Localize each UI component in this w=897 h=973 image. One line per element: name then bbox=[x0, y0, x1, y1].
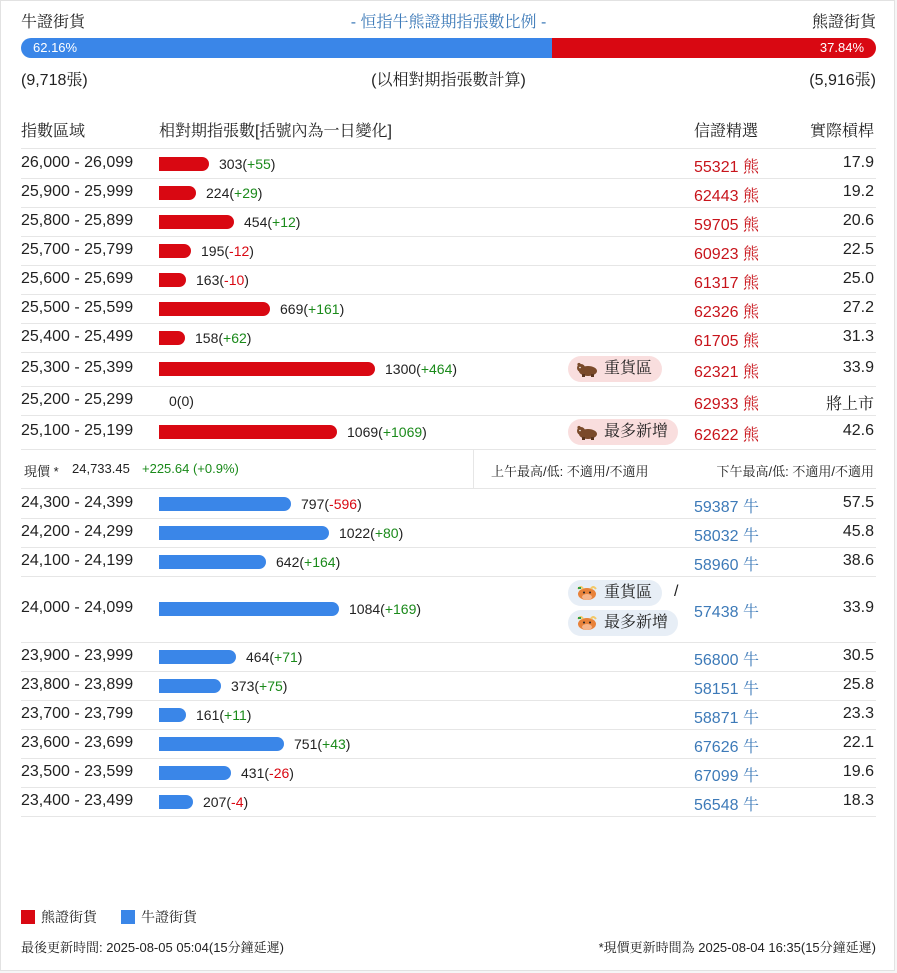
page-title: - 恒指牛熊證期指張數比例 - bbox=[350, 14, 547, 31]
qty-value: 224 bbox=[206, 185, 230, 201]
qty-label: 0(0) bbox=[169, 393, 194, 409]
qty-value: 195 bbox=[201, 243, 225, 259]
hot-zone-tag bbox=[568, 356, 662, 382]
qty-label: 464(+71) bbox=[246, 649, 303, 665]
qty-label: 373(+75) bbox=[231, 678, 288, 694]
qty-bar bbox=[159, 331, 185, 345]
ratio-bar bbox=[21, 38, 876, 58]
index-range: 24,300 - 24,399 bbox=[21, 494, 134, 511]
qty-value: 464 bbox=[246, 649, 270, 665]
effective-leverage: 27.2 bbox=[842, 299, 874, 316]
warrant-link[interactable]: 58151 牛 bbox=[694, 681, 759, 698]
index-range: 25,400 - 25,499 bbox=[21, 328, 134, 345]
qty-label: 454(+12) bbox=[244, 214, 301, 230]
bull-legend-label: 牛證街貨 bbox=[141, 909, 197, 925]
qty-value: 1084 bbox=[349, 601, 381, 617]
warrant-link[interactable]: 62443 熊 bbox=[694, 188, 759, 205]
index-range: 23,500 - 23,599 bbox=[21, 763, 134, 780]
warrant-link[interactable]: 67099 牛 bbox=[694, 768, 759, 785]
index-range: 25,900 - 25,999 bbox=[21, 183, 134, 200]
warrant-link[interactable]: 58960 牛 bbox=[694, 557, 759, 574]
qty-bar bbox=[159, 157, 209, 171]
table-row bbox=[21, 489, 876, 519]
bear-icon bbox=[576, 361, 598, 377]
qty-change: +80 bbox=[374, 525, 399, 541]
qty-change: +1069 bbox=[382, 424, 423, 440]
col-range: 指數區域 bbox=[21, 123, 86, 140]
qty-bar bbox=[159, 526, 329, 540]
effective-leverage: 25.0 bbox=[842, 270, 874, 287]
warrant-link[interactable]: 62622 熊 bbox=[694, 427, 759, 444]
qty-bar bbox=[159, 302, 270, 316]
qty-value: 207 bbox=[203, 794, 227, 810]
effective-leverage: 將上市 bbox=[825, 396, 874, 413]
index-range: 23,600 - 23,699 bbox=[21, 734, 134, 751]
qty-change: +71 bbox=[274, 649, 298, 665]
header-row bbox=[21, 9, 876, 33]
legend bbox=[21, 907, 197, 927]
tag-label: 重貨區 bbox=[604, 584, 653, 601]
qty-change: +55 bbox=[247, 156, 271, 172]
effective-leverage: 38.6 bbox=[842, 552, 874, 569]
warrant-link[interactable]: 57438 牛 bbox=[694, 604, 759, 621]
qty-bar bbox=[159, 186, 196, 200]
qty-bar bbox=[159, 215, 234, 229]
divider bbox=[473, 450, 474, 488]
qty-label: 1084(+169) bbox=[349, 601, 422, 617]
qty-change: +12 bbox=[272, 214, 296, 230]
table-row bbox=[21, 700, 876, 730]
qty-change: +164 bbox=[304, 554, 336, 570]
table-row bbox=[21, 323, 876, 353]
qty-value: 1022 bbox=[339, 525, 371, 541]
index-range: 23,900 - 23,999 bbox=[21, 647, 134, 664]
index-range: 23,700 - 23,799 bbox=[21, 705, 134, 722]
qty-bar bbox=[159, 766, 231, 780]
effective-leverage: 22.5 bbox=[842, 241, 874, 258]
index-range: 24,100 - 24,199 bbox=[21, 552, 134, 569]
qty-change: 0 bbox=[181, 393, 190, 409]
index-range: 25,200 - 25,299 bbox=[21, 391, 134, 408]
effective-leverage: 18.3 bbox=[842, 792, 874, 809]
qty-label: 161(+11) bbox=[196, 707, 252, 723]
tag-label: 最多新增 bbox=[604, 423, 669, 440]
qty-value: 0 bbox=[169, 393, 177, 409]
bull-icon bbox=[576, 585, 598, 601]
price-change: +225.64 (+0.9%) bbox=[142, 461, 239, 476]
table-header bbox=[21, 118, 876, 149]
warrant-link[interactable]: 58032 牛 bbox=[694, 528, 759, 545]
tag-separator: / bbox=[674, 583, 679, 600]
table-row bbox=[21, 642, 876, 672]
warrant-link[interactable]: 59705 熊 bbox=[694, 217, 759, 234]
qty-value: 431 bbox=[241, 765, 265, 781]
index-range: 25,700 - 25,799 bbox=[21, 241, 134, 258]
qty-value: 158 bbox=[195, 330, 219, 346]
qty-change: +62 bbox=[223, 330, 247, 346]
qty-label: 642(+164) bbox=[276, 554, 341, 570]
warrant-link[interactable]: 62326 熊 bbox=[694, 304, 759, 321]
hot-zone-tag bbox=[568, 610, 678, 636]
table-row bbox=[21, 576, 876, 643]
index-range: 25,100 - 25,199 bbox=[21, 422, 134, 439]
qty-bar bbox=[159, 555, 266, 569]
qty-change: -4 bbox=[231, 794, 244, 810]
qty-bar bbox=[159, 362, 375, 376]
bear-label: 熊證街貨 bbox=[811, 14, 876, 31]
table-row bbox=[21, 518, 876, 548]
qty-change: -596 bbox=[329, 496, 358, 512]
effective-leverage: 19.2 bbox=[842, 183, 874, 200]
effective-leverage: 25.8 bbox=[842, 676, 874, 693]
qty-value: 161 bbox=[196, 707, 220, 723]
qty-value: 163 bbox=[196, 272, 220, 288]
qty-bar bbox=[159, 425, 337, 439]
qty-bar bbox=[159, 244, 191, 258]
qty-label: 224(+29) bbox=[206, 185, 263, 201]
warrant-link[interactable]: 61705 熊 bbox=[694, 333, 759, 350]
table-row bbox=[21, 547, 876, 577]
bear-icon bbox=[576, 424, 598, 440]
bear-ratio-segment: 37.84% bbox=[552, 38, 876, 58]
index-range: 24,000 - 24,099 bbox=[21, 599, 134, 616]
qty-label: 163(-10) bbox=[196, 272, 249, 288]
price-label: 現價 * bbox=[24, 464, 59, 479]
index-range: 24,200 - 24,299 bbox=[21, 523, 134, 540]
table-row bbox=[21, 178, 876, 208]
qty-label: 431(-26) bbox=[241, 765, 294, 781]
effective-leverage: 33.9 bbox=[842, 599, 874, 616]
qty-bar bbox=[159, 273, 186, 287]
effective-leverage: 45.8 bbox=[842, 523, 874, 540]
col-leverage: 實際槓桿 bbox=[809, 123, 874, 140]
qty-change: +161 bbox=[308, 301, 340, 317]
qty-change: +43 bbox=[322, 736, 346, 752]
table-row bbox=[21, 415, 876, 450]
qty-change: +29 bbox=[234, 185, 258, 201]
index-range: 23,800 - 23,899 bbox=[21, 676, 134, 693]
bull-icon bbox=[576, 615, 598, 631]
price-value: 24,733.45 bbox=[72, 461, 130, 476]
bear-legend-swatch bbox=[21, 910, 35, 924]
warrant-link[interactable]: 67626 牛 bbox=[694, 739, 759, 756]
table-row bbox=[21, 236, 876, 266]
warrant-link[interactable]: 56800 牛 bbox=[694, 652, 759, 669]
table-row bbox=[21, 149, 876, 179]
qty-value: 1300 bbox=[385, 361, 417, 377]
warrant-link[interactable]: 61317 熊 bbox=[694, 275, 759, 292]
effective-leverage: 17.9 bbox=[842, 154, 874, 171]
qty-bar bbox=[159, 795, 193, 809]
price-updated: *現價更新時間為 2025-08-04 16:35(15分鐘延遲) bbox=[598, 940, 876, 955]
qty-bar bbox=[159, 602, 339, 616]
bear-count: (5,916張) bbox=[809, 72, 876, 89]
hot-zone-tag bbox=[568, 580, 662, 606]
effective-leverage: 57.5 bbox=[842, 494, 874, 511]
table-row bbox=[21, 294, 876, 324]
qty-label: 797(-596) bbox=[301, 496, 362, 512]
count-note: (以相對期指張數計算) bbox=[371, 72, 526, 89]
index-range: 26,000 - 26,099 bbox=[21, 154, 134, 171]
qty-change: +464 bbox=[420, 361, 453, 377]
qty-label: 207(-4) bbox=[203, 794, 249, 810]
table-row bbox=[21, 729, 876, 759]
qty-value: 751 bbox=[294, 736, 318, 752]
qty-change: +169 bbox=[384, 601, 417, 617]
qty-bar bbox=[159, 497, 291, 511]
table-row bbox=[21, 671, 876, 701]
qty-value: 642 bbox=[276, 554, 300, 570]
bull-legend-swatch bbox=[121, 910, 135, 924]
index-range: 25,500 - 25,599 bbox=[21, 299, 134, 316]
qty-change: +75 bbox=[259, 678, 283, 694]
warrant-link[interactable]: 62321 熊 bbox=[694, 364, 759, 381]
bear-legend-label: 熊證街貨 bbox=[41, 909, 97, 925]
index-range: 25,800 - 25,899 bbox=[21, 212, 134, 229]
qty-bar bbox=[159, 650, 236, 664]
index-range: 23,400 - 23,499 bbox=[21, 792, 134, 809]
warrant-link[interactable]: 56548 牛 bbox=[694, 797, 759, 814]
qty-label: 195(-12) bbox=[201, 243, 254, 259]
qty-value: 373 bbox=[231, 678, 255, 694]
qty-label: 669(+161) bbox=[280, 301, 345, 317]
qty-label: 751(+43) bbox=[294, 736, 351, 752]
bull-ratio-segment: 62.16% bbox=[21, 38, 552, 58]
table-row bbox=[21, 787, 876, 817]
effective-leverage: 23.3 bbox=[842, 705, 874, 722]
effective-leverage: 42.6 bbox=[842, 422, 874, 439]
qty-change: -12 bbox=[229, 243, 250, 259]
qty-value: 454 bbox=[244, 214, 268, 230]
hot-zone-tag bbox=[568, 419, 678, 445]
qty-label: 1069(+1069) bbox=[347, 424, 427, 440]
bull-count: (9,718張) bbox=[21, 72, 88, 89]
table-row bbox=[21, 758, 876, 788]
col-qty: 相對期指張數[括號內為一日變化] bbox=[159, 123, 392, 140]
index-range: 25,600 - 25,699 bbox=[21, 270, 134, 287]
qty-label: 303(+55) bbox=[219, 156, 276, 172]
qty-change: -26 bbox=[269, 765, 290, 781]
table-row bbox=[21, 207, 876, 237]
qty-value: 1069 bbox=[347, 424, 379, 440]
effective-leverage: 31.3 bbox=[842, 328, 874, 345]
effective-leverage: 19.6 bbox=[842, 763, 874, 780]
effective-leverage: 30.5 bbox=[842, 647, 874, 664]
qty-bar bbox=[159, 737, 284, 751]
qty-value: 797 bbox=[301, 496, 325, 512]
col-pick: 信證精選 bbox=[694, 123, 759, 140]
effective-leverage: 33.9 bbox=[842, 359, 874, 376]
warrant-link[interactable]: 60923 熊 bbox=[694, 246, 759, 263]
warrant-link[interactable]: 62933 熊 bbox=[694, 396, 759, 413]
qty-change: -10 bbox=[224, 272, 245, 288]
qty-label: 158(+62) bbox=[195, 330, 252, 346]
tag-label: 最多新增 bbox=[604, 614, 669, 631]
qty-value: 303 bbox=[219, 156, 243, 172]
table-row bbox=[21, 386, 876, 416]
qty-bar bbox=[159, 708, 186, 722]
qty-change: +11 bbox=[224, 707, 247, 723]
qty-bar bbox=[159, 679, 221, 693]
qty-label: 1022(+80) bbox=[339, 525, 404, 541]
pm-high-low: 下午最高/低: 不適用/不適用 bbox=[716, 464, 874, 479]
count-row bbox=[21, 67, 876, 89]
qty-label: 1300(+464) bbox=[385, 361, 458, 377]
table-row bbox=[21, 265, 876, 295]
tag-label: 重貨區 bbox=[604, 360, 653, 377]
bull-label: 牛證街貨 bbox=[21, 14, 86, 31]
effective-leverage: 20.6 bbox=[842, 212, 874, 229]
effective-leverage: 22.1 bbox=[842, 734, 874, 751]
warrant-link[interactable]: 58871 牛 bbox=[694, 710, 759, 727]
warrant-link[interactable]: 55321 熊 bbox=[694, 159, 759, 176]
am-high-low: 上午最高/低: 不適用/不適用 bbox=[491, 464, 649, 479]
qty-value: 669 bbox=[280, 301, 304, 317]
last-updated: 最後更新時間: 2025-08-05 05:04(15分鐘延遲) bbox=[21, 940, 284, 955]
table-row bbox=[21, 352, 876, 387]
price-row bbox=[21, 450, 876, 489]
warrant-link[interactable]: 59387 牛 bbox=[694, 499, 759, 516]
index-range: 25,300 - 25,399 bbox=[21, 359, 134, 376]
